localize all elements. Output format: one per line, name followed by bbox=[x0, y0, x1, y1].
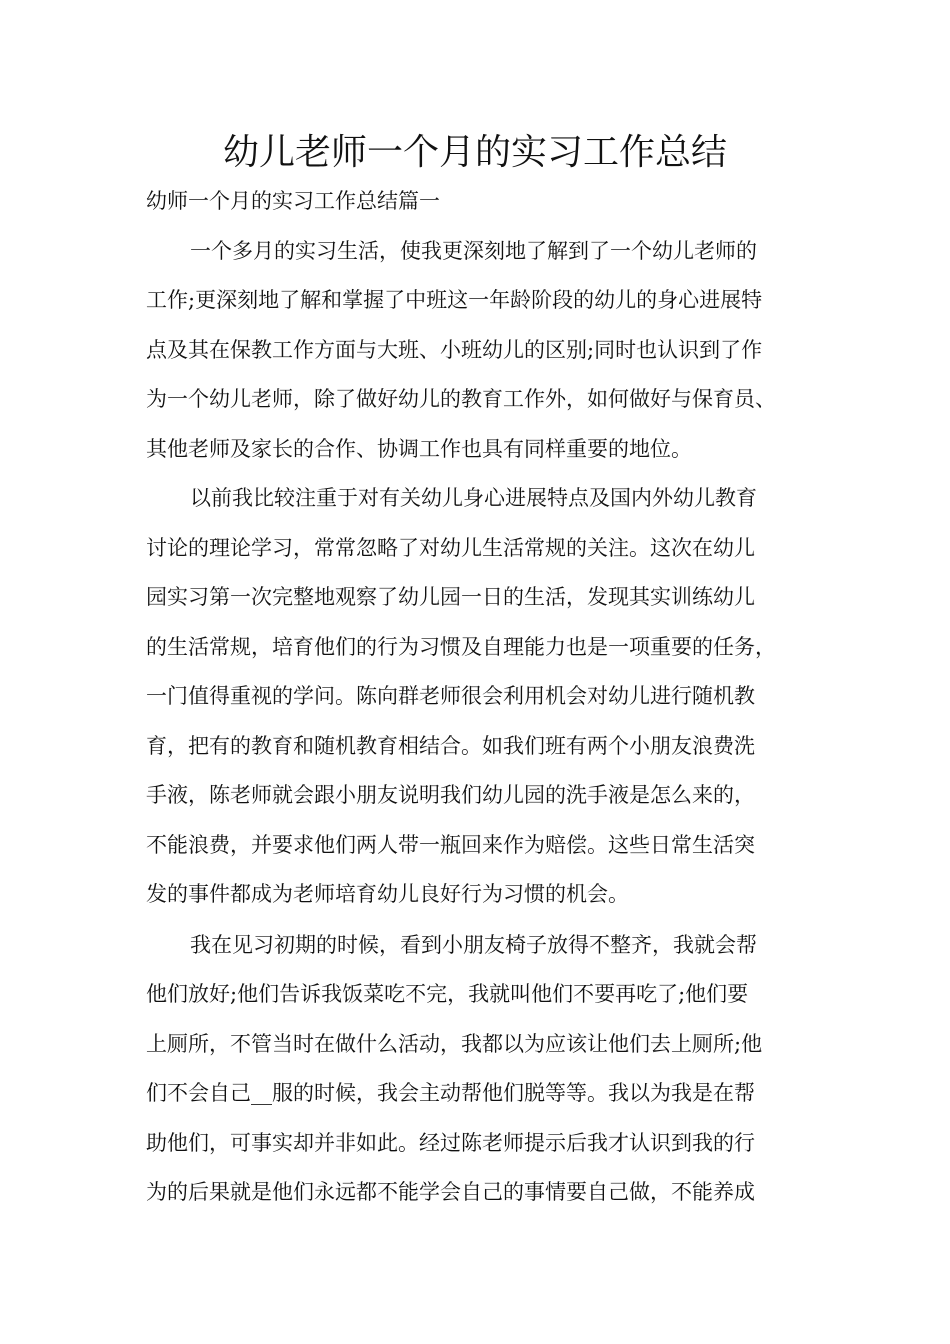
text-line: 的生活常规，培育他们的行为习惯及自理能力也是一项重要的任务， bbox=[146, 635, 776, 659]
text-line: 助他们，可事实却并非如此。经过陈老师提示后我才认识到我的行 bbox=[146, 1131, 755, 1155]
text-line: 工作;更深刻地了解和掌握了中班这一年龄阶段的幼儿的身心进展特 bbox=[146, 288, 763, 312]
text-line: 一门值得重视的学问。陈向群老师很会利用机会对幼儿进行随机教 bbox=[146, 684, 755, 708]
text-line: 为一个幼儿老师，除了做好幼儿的教育工作外，如何做好与保育员、 bbox=[146, 387, 776, 411]
text-line: 点及其在保教工作方面与大班、小班幼儿的区别;同时也认识到了作 bbox=[146, 338, 763, 362]
text-line: 不能浪费，并要求他们两人带一瓶回来作为赔偿。这些日常生活突 bbox=[146, 833, 755, 857]
text-line: 发的事件都成为老师培育幼儿良好行为习惯的机会。 bbox=[146, 882, 629, 906]
text-line: 我在见习初期的时候，看到小朋友椅子放得不整齐，我就会帮 bbox=[190, 933, 757, 957]
text-line: 其他老师及家长的合作、协调工作也具有同样重要的地位。 bbox=[146, 437, 692, 461]
text-line: 上厕所，不管当时在做什么活动，我都以为应该让他们去上厕所;他 bbox=[146, 1032, 763, 1056]
text-line: 手液，陈老师就会跟小朋友说明我们幼儿园的洗手液是怎么来的， bbox=[146, 783, 755, 807]
text-line: 他们放好;他们告诉我饭菜吃不完，我就叫他们不要再吃了;他们要 bbox=[146, 982, 749, 1006]
text-line: 为的后果就是他们永远都不能学会自己的事情要自己做，不能养成 bbox=[146, 1180, 755, 1204]
text-line: 讨论的理论学习，常常忽略了对幼儿生活常规的关注。这次在幼儿 bbox=[146, 536, 755, 560]
text-line: 园实习第一次完整地观察了幼儿园一日的生活，发现其实训练幼儿 bbox=[146, 585, 755, 609]
text-line: 一个多月的实习生活，使我更深刻地了解到了一个幼儿老师的 bbox=[190, 239, 757, 263]
section-heading: 幼师一个月的实习工作总结篇一 bbox=[146, 189, 440, 213]
text-line: 育，把有的教育和随机教育相结合。如我们班有两个小朋友浪费洗 bbox=[146, 734, 755, 758]
text-line: 们不会自己__服的时候，我会主动帮他们脱等等。我以为我是在帮 bbox=[146, 1081, 755, 1105]
text-line: 以前我比较注重于对有关幼儿身心进展特点及国内外幼儿教育 bbox=[190, 486, 757, 510]
document-title: 幼儿老师一个月的实习工作总结 bbox=[222, 132, 727, 173]
